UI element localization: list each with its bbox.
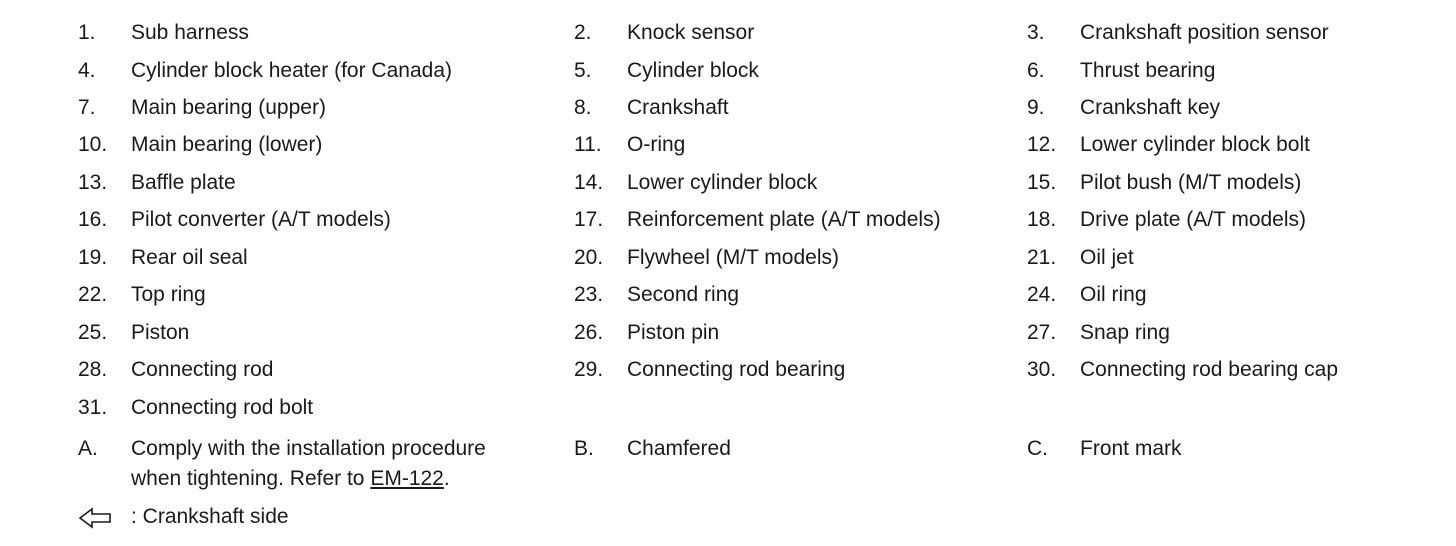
part-number: 27. [1027,321,1057,344]
part-label: Piston [131,321,190,344]
part-label: Connecting rod bearing [627,358,846,381]
part-label: Baffle plate [131,171,236,194]
em-122-link[interactable]: EM-122 [370,467,444,490]
part-number: 23. [574,283,604,306]
part-number: 28. [78,358,108,381]
part-number: 10. [78,133,108,156]
part-number: 20. [574,246,604,269]
part-number: 1. [78,21,96,44]
part-number: 25. [78,321,108,344]
part-label: Sub harness [131,21,249,44]
part-number: 12. [1027,133,1057,156]
part-number: 16. [78,208,108,231]
part-label: Top ring [131,283,206,306]
part-number: 15. [1027,171,1057,194]
part-number: 7. [78,96,96,119]
part-label: Connecting rod bearing cap [1080,358,1339,381]
note-a-line2-prefix: when tightening. Refer to [131,467,371,490]
part-label: Connecting rod bolt [131,396,314,419]
part-number: 24. [1027,283,1057,306]
part-label: Rear oil seal [131,246,248,269]
part-number: 2. [574,21,592,44]
part-label: Crankshaft position sensor [1080,21,1329,44]
part-number: 3. [1027,21,1045,44]
part-label: Pilot bush (M/T models) [1080,171,1302,194]
open-arrow-left-icon [78,506,112,530]
part-number: 9. [1027,96,1045,119]
part-label: Main bearing (lower) [131,133,323,156]
note-a-line2 [131,464,450,494]
part-label: Connecting rod [131,358,274,381]
note-a-letter: A. [78,437,98,460]
part-label: Crankshaft [627,96,729,119]
part-label: Oil ring [1080,283,1147,306]
note-a-line2-suffix: . [443,467,450,490]
arrow-legend-label: : Crankshaft side [131,505,289,528]
part-label: O-ring [627,133,686,156]
part-label: Flywheel (M/T models) [627,246,839,269]
part-number: 5. [574,59,592,82]
part-number: 30. [1027,358,1057,381]
arrow-legend [78,502,478,532]
part-number: 4. [78,59,96,82]
part-number: 21. [1027,246,1057,269]
part-label: Piston pin [627,321,720,344]
part-label: Oil jet [1080,246,1134,269]
part-label: Reinforcement plate (A/T models) [627,208,941,231]
part-number: 31. [78,396,108,419]
part-label: Drive plate (A/T models) [1080,208,1307,231]
part-label: Cylinder block heater (for Canada) [131,59,452,82]
part-number: 14. [574,171,604,194]
part-number: 13. [78,171,108,194]
part-number: 11. [574,133,602,156]
part-number: 29. [574,358,604,381]
part-label: Crankshaft key [1080,96,1221,119]
part-label: Cylinder block [627,59,759,82]
part-label: Thrust bearing [1080,59,1216,82]
note-c-letter: C. [1027,437,1048,460]
note-b-label: Chamfered [627,437,731,460]
part-label: Knock sensor [627,21,755,44]
part-label: Lower cylinder block bolt [1080,133,1310,156]
part-number: 22. [78,283,108,306]
part-label: Second ring [627,283,740,306]
part-number: 6. [1027,59,1045,82]
note-b-letter: B. [574,437,594,460]
part-number: 8. [574,96,592,119]
part-number: 17. [574,208,604,231]
part-number: 18. [1027,208,1057,231]
note-a-line1: Comply with the installation procedure [131,437,486,460]
part-number: 26. [574,321,604,344]
note-c-label: Front mark [1080,437,1182,460]
part-number: 19. [78,246,108,269]
part-label: Main bearing (upper) [131,96,326,119]
part-label: Lower cylinder block [627,171,818,194]
part-label: Snap ring [1080,321,1170,344]
part-label: Pilot converter (A/T models) [131,208,391,231]
